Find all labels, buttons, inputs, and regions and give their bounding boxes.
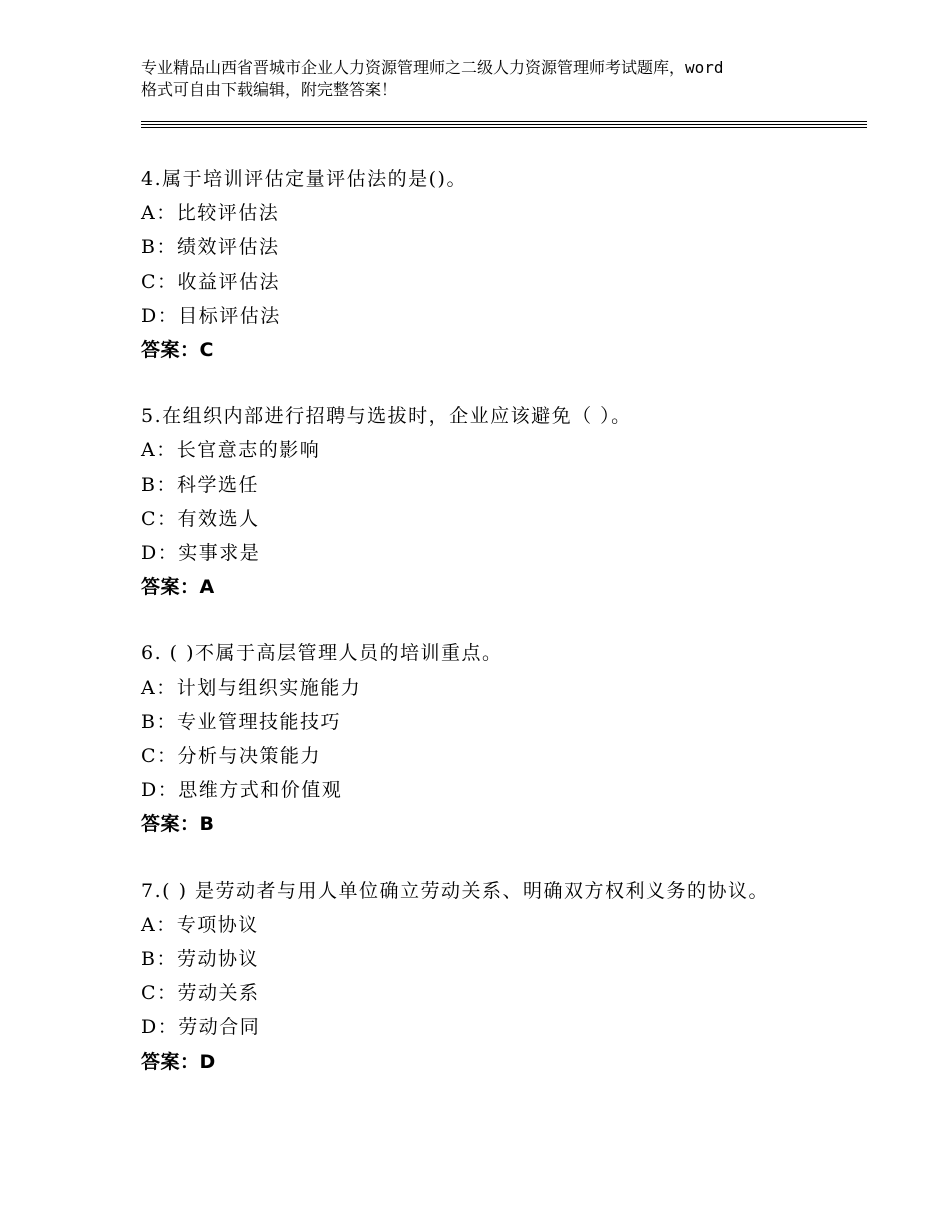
option-d: D：目标评估法 xyxy=(141,304,281,327)
question-4 xyxy=(141,162,831,367)
header-divider-line xyxy=(141,121,867,122)
question-7 xyxy=(141,874,831,1079)
option-a: A：计划与组织实施能力 xyxy=(141,676,362,699)
option-c: C：有效选人 xyxy=(141,507,260,530)
answer-label: 答案：D xyxy=(141,1050,216,1073)
question-6 xyxy=(141,636,831,841)
option-c: C：劳动关系 xyxy=(141,982,260,1005)
header-title-line-2: 格式可自由下载编辑，附完整答案！ xyxy=(141,80,398,99)
option-d: D：实事求是 xyxy=(141,542,261,565)
question-stem: 5.在组织内部进行招聘与选拔时，企业应该避免（ ）。 xyxy=(141,405,632,428)
question-5 xyxy=(141,399,831,604)
option-a: A：长官意志的影响 xyxy=(141,439,321,462)
option-d: D：思维方式和价值观 xyxy=(141,779,343,802)
header-title-line-1: 专业精品山西省晋城市企业人力资源管理师之二级人力资源管理师考试题库，word xyxy=(141,58,724,77)
answer-label: 答案：C xyxy=(141,339,214,362)
option-b: B：劳动协议 xyxy=(141,948,259,971)
header-divider-line xyxy=(141,127,867,128)
option-c: C：分析与决策能力 xyxy=(141,745,322,768)
document-header xyxy=(141,57,831,101)
header-divider-line xyxy=(141,124,867,125)
question-stem: 7.( ) 是劳动者与用人单位确立劳动关系、明确双方权利义务的协议。 xyxy=(141,879,770,902)
question-stem: 6. ( )不属于高层管理人员的培训重点。 xyxy=(141,642,503,665)
option-b: B：专业管理技能技巧 xyxy=(141,710,341,733)
option-b: B：绩效评估法 xyxy=(141,236,280,259)
option-c: C：收益评估法 xyxy=(141,270,281,293)
answer-label: 答案：A xyxy=(141,576,215,599)
option-a: A：比较评估法 xyxy=(141,202,280,225)
question-stem: 4.属于培训评估定量评估法的是()。 xyxy=(141,168,467,190)
option-d: D：劳动合同 xyxy=(141,1016,261,1039)
question-list xyxy=(141,162,831,1079)
option-b: B：科学选任 xyxy=(141,473,259,496)
answer-label: 答案：B xyxy=(141,813,215,836)
option-a: A：专项协议 xyxy=(141,913,259,936)
